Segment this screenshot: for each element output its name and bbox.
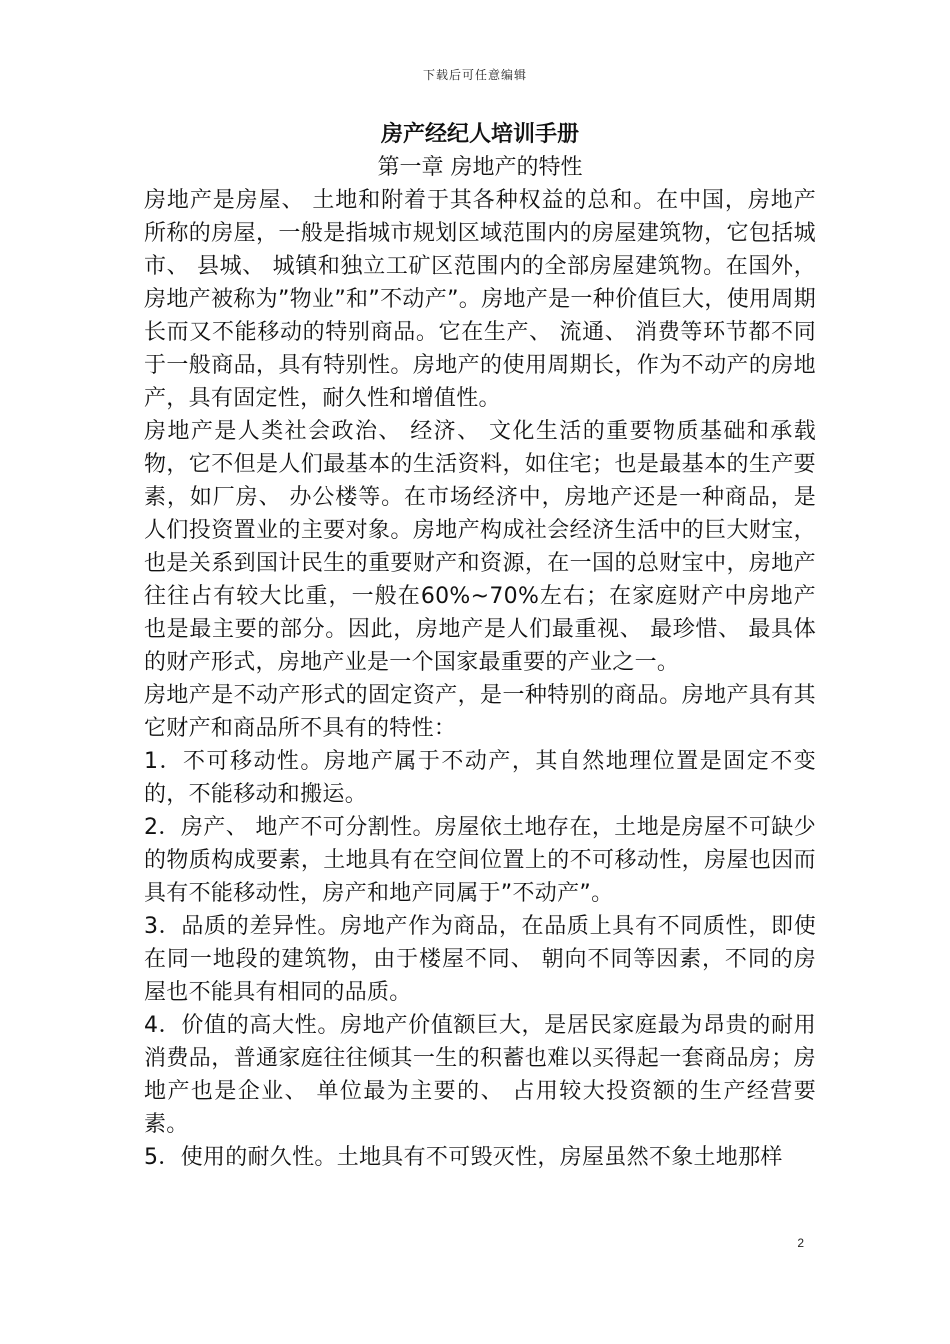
document-title: 房产经纪人培训手册 [380, 122, 579, 147]
chapter-title: 第一章 房地产的特性 [377, 155, 583, 180]
paragraph-importance: 房地产是人类社会政治、 经济、 文化生活的重要物质基础和承载物，它不但是人们最基本的生活资料，如住宅；也是最基本的生产要素，如厂房、 办公楼等。在市场经济中，房地产还是一种商品，是人们投资置业的主要对象。房地产构成社会经济生活中的巨大财宝，也是关系到国计民生的重要财产和资源，在一国的总财宝中，房地产往往占有较大比重，一般在60%~70%左右；在家庭财产中房地产也是最主要的部分。因此，房地产是人们最重视、 最珍惜、 最具体的财产形式，房地产业是一个国家最重要的产业之一。 [144, 419, 816, 675]
list-item-immobility: 1．不可移动性。房地产属于不动产，其自然地理位置是固定不变的，不能移动和搬运。 [144, 749, 816, 807]
paragraph-definition: 房地产是房屋、 土地和附着于其各种权益的总和。在中国，房地产所称的房屋，一般是指城市规划区域范围内的房屋建筑物，它包括城市、 县城、 城镇和独立工矿区范围内的全部房屋建筑物。在国外，房地产被称为”物业”和”不动产”。房地产是一种价值巨大，使用周期长而又不能移动的特别商品。它在生产、 流通、 消费等环节都不同于一般商品，具有特别性。房地产的使用周期长，作为不动产的房地产，具有固定性，耐久性和增值性。 [144, 188, 816, 411]
list-item-quality-difference: 3．品质的差异性。房地产作为商品，在品质上具有不同质性，即使在同一地段的建筑物，由于楼屋不同、 朝向不同等因素，不同的房屋也不能具有相同的品质。 [144, 914, 816, 1005]
list-item-durability: 5．使用的耐久性。土地具有不可毁灭性，房屋虽然不象土地那样 [144, 1145, 783, 1170]
list-item-high-value: 4．价值的高大性。房地产价值额巨大，是居民家庭最为昂贵的耐用消费品，普通家庭往往倾其一生的积蓄也难以买得起一套商品房；房地产也是企业、 单位最为主要的、 占用较大投资额的生产经营要素。 [144, 1013, 816, 1137]
document-body [144, 118, 816, 1174]
page-number: 2 [797, 1236, 804, 1250]
header-note: 下载后可任意编辑 [422, 68, 527, 82]
list-item-inseparability: 2．房产、 地产不可分割性。房屋依土地存在，土地是房屋不可缺少的物质构成要素，土地具有在空间位置上的不可移动性，房屋也因而具有不能移动性，房产和地产同属于”不动产”。 [144, 815, 816, 906]
paragraph-characteristics-intro: 房地产是不动产形式的固定资产，是一种特别的商品。房地产具有其它财产和商品所不具有的特性： [144, 683, 816, 741]
